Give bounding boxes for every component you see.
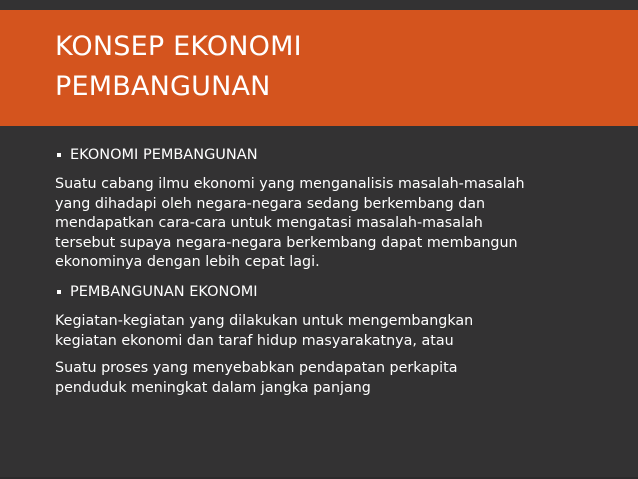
paragraph-line: Suatu proses yang menyebabkan pendapatan perkapita xyxy=(55,360,458,377)
bullet-label: EKONOMI PEMBANGUNAN xyxy=(70,147,258,163)
paragraph-definition-pembangunan-ekonomi-1 xyxy=(55,312,600,351)
slide-title xyxy=(55,27,595,107)
paragraph-line: kegiatan ekonomi dan taraf hidup masyarakatnya, atau xyxy=(55,332,454,349)
slide-title-line: KONSEP EKONOMI xyxy=(55,31,302,62)
paragraph-line: penduduk meningkat dalam jangka panjang xyxy=(55,379,371,396)
paragraph-line: mendapatkan cara-cara untuk mengatasi masalah-masalah xyxy=(55,215,483,232)
bullet-heading-ekonomi-pembangunan xyxy=(55,144,600,166)
bullet-icon xyxy=(57,153,61,157)
paragraph-line: tersebut supaya negara-negara berkembang dapat membangun xyxy=(55,234,518,251)
paragraph-line: yang dihadapi oleh negara-negara sedang berkembang dan xyxy=(55,195,486,212)
paragraph-line: Kegiatan-kegiatan yang dilakukan untuk mengembangkan xyxy=(55,312,474,329)
slide-content xyxy=(55,144,600,406)
slide-title-line: PEMBANGUNAN xyxy=(55,71,271,102)
paragraph-line: Suatu cabang ilmu ekonomi yang menganalisis masalah-masalah xyxy=(55,176,525,192)
paragraph-line: ekonominya dengan lebih cepat lagi. xyxy=(55,254,320,271)
paragraph-definition-ekonomi-pembangunan xyxy=(55,175,600,273)
bullet-label: PEMBANGUNAN EKONOMI xyxy=(70,283,258,300)
bullet-icon xyxy=(57,290,61,294)
bullet-heading-pembangunan-ekonomi xyxy=(55,281,600,303)
paragraph-definition-pembangunan-ekonomi-2 xyxy=(55,359,600,398)
